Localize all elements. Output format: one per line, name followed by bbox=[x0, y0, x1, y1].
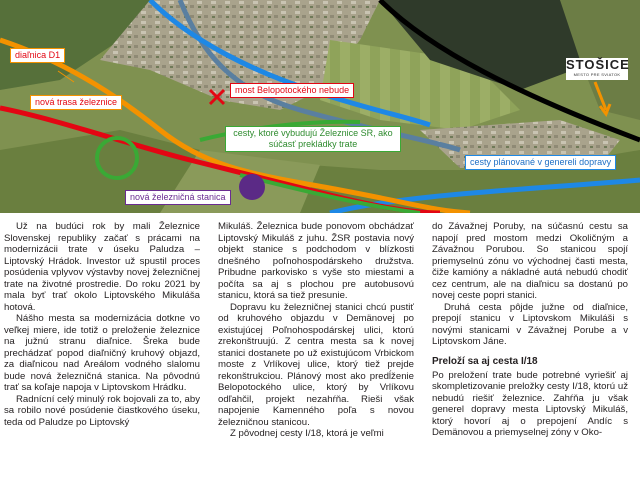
label-new-railway: nová trasa železnice bbox=[30, 95, 122, 110]
paragraph: Z pôvodnej cesty I/18, ktorá je veľmi bbox=[230, 428, 384, 439]
label-bridge: most Belopotockého nebude bbox=[230, 83, 354, 98]
paragraph: Druhá cesta pôjde južne od diaľnice, prepojí stanicu v Liptovskom Mikuláši s novými stanicami v Závažnej Porube a v Liptovskom Jáne. bbox=[432, 301, 628, 347]
paragraph: do Závažnej Poruby, na súčasnú cestu sa napojí pred mostom medzi Okoličným a Závažnou Porubou. So stanicou spojí priemyselnú zónu vo východnej časti mesta, čiže kamióny a nákladné autá nebudú chodiť cez centrum, ale na diaľnicu sa dostanú po novej ceste popri stanici. bbox=[432, 221, 628, 301]
aerial-map bbox=[0, 0, 640, 213]
paragraph: Po preložení trate bude potrebné vyriešiť aj skompletizovanie preložky cesty I/18, ktorú už nebudú riešiť železnice. Zahŕňa ju však generel dopravy mesta Liptovský Mikuláš, ktorý hovorí aj o prepojení Andíc s Demänovou a priemyselnej zóny v Oko- bbox=[432, 369, 628, 438]
label-highway: diaľnica D1 bbox=[10, 48, 65, 63]
section-heading: Preloží sa aj cesta I/18 bbox=[432, 355, 538, 367]
label-zsr-roads: cesty, ktoré vybudujú Železnice SR, ako súčasť prekládky trate bbox=[225, 126, 401, 152]
paragraph: Dopravu ku železničnej stanici chcú pustiť od kruhového objazdu v Demänovej po existujúcej Poľnohospodárskej ulici, ktorú zrekonštruujú. Z centra mesta sa k novej stanici dostanete po už existujúcom Vrbickom moste z Vrlíkovej ulice, ktorý tiež prejde rekonštrukciou. Plánový most ako predĺženie Belopotockého ulice, ktorý by Vrlíkovu odľahčil, projekt nezahŕňa. Rieši však napojenie Kamenného poľa s novou železničnou stanicou. bbox=[218, 301, 414, 428]
article-column-3 bbox=[432, 221, 628, 480]
logo-tagline: MESTO PRE SVIATOK bbox=[573, 72, 621, 77]
city-logo bbox=[566, 58, 628, 80]
label-planned-roads: cesty plánované v genereli dopravy bbox=[465, 155, 616, 170]
logo-name: STOŠICE bbox=[566, 57, 630, 72]
label-station: nová železničná stanica bbox=[125, 190, 231, 205]
paragraph: Už na budúci rok by mali Železnice Slovenskej republiky začať s prácami na modernizácii trate v úseku Paludza – Liptovský Hrádok. Investor už spustil proces posúdenia vplyvov výstavby novej železničnej trate na životné prostredie. Do roku 2021 by mala byť trať okolo Liptovského Mikuláša hotová. bbox=[4, 221, 200, 313]
article-column-1 bbox=[4, 221, 200, 480]
paragraph: Radnícní celý minulý rok bojovali za to, aby sa robilo nové posúdenie čiastkového úseku, teda od Paludze po Liptovský bbox=[4, 393, 200, 428]
paragraph: Mikuláš. Železnica bude ponovom obchádzať Liptovský Mikuláš z juhu. ŽSR postavia nový objekt stanice s podchodom v blízkosti dnešného poľnohospodárskeho družstva. Pribudne parkovisko s vyše sto miestami a počíta sa aj s plochou pre autobusovú stanicu, ktorá sa tiež presunie. bbox=[218, 221, 414, 301]
paragraph: Nášho mesta sa modernizácia dotkne vo veľkej miere, ide totiž o preloženie železnice na južnú stranu diaľnice. Šreka bude prechádzať popod diaľničný kruhový objazd, za diaľnicou nad Areálom vodného slalomu bude nová železničná stanica. Na pôvodnú trať sa koľaje napoja v Liptovskom Hrádku. bbox=[4, 313, 200, 393]
article-column-2 bbox=[218, 221, 414, 480]
